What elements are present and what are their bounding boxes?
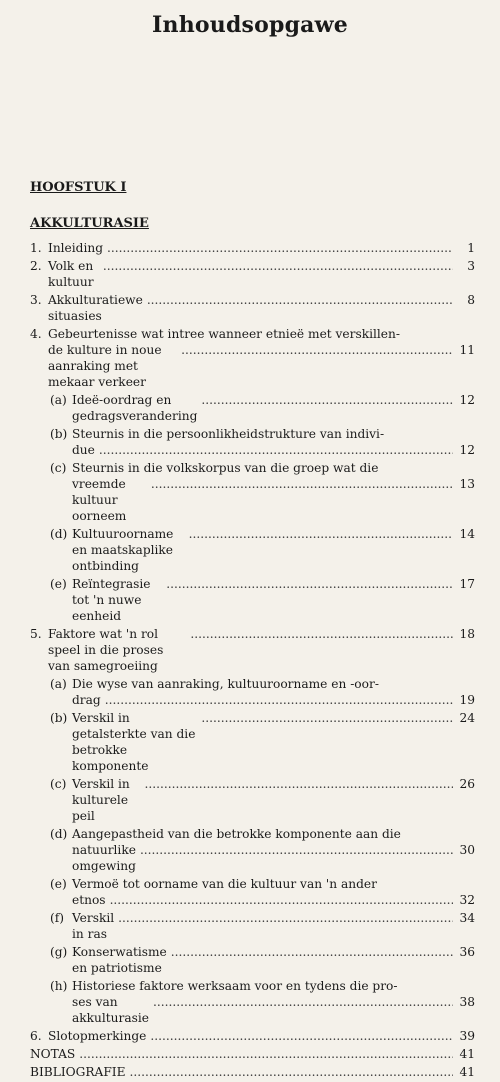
toc-page-number: 19 (459, 693, 475, 707)
toc-entry-text: Ideë-oordrag en gedragsverandering (72, 393, 198, 423)
toc-entry-text-continued: natuurlike omgewing (72, 843, 136, 873)
toc-entry (30, 326, 475, 390)
toc-entry (50, 460, 475, 524)
toc-dot-leader (147, 292, 453, 308)
toc-dot-leader (150, 1028, 453, 1044)
toc-entry (50, 826, 475, 874)
toc-entry-number: 2. (30, 259, 42, 273)
toc-entry-number: (e) (50, 577, 67, 591)
toc-dot-leader (201, 392, 453, 408)
toc-entry-number: 6. (30, 1029, 42, 1043)
toc-page-number: 14 (459, 527, 475, 541)
toc-page-number: 34 (459, 911, 475, 925)
toc-entry (30, 240, 475, 256)
toc-entry (50, 776, 475, 824)
toc-page-number: 11 (459, 343, 475, 357)
toc-entry-text: Verskil in ras (72, 911, 115, 941)
toc-entry (30, 1028, 475, 1044)
toc-entry-text: Gebeurtenisse wat intree wanneer etnieë met verskillen- (48, 327, 400, 341)
toc-entry (50, 392, 475, 424)
toc-entry (30, 1046, 475, 1062)
toc-dot-leader (99, 442, 453, 458)
toc-entry-number: 4. (30, 327, 42, 341)
toc-entry-number: 5. (30, 627, 42, 641)
toc-entry-text-continued: etnos (72, 893, 106, 907)
toc-entry-text: Verskil in kulturele peil (72, 777, 130, 823)
toc-dot-leader (144, 776, 453, 792)
toc-entry-text: Verskil in getalsterkte van die betrokke komponente (72, 711, 196, 773)
toc-page-number: 8 (467, 293, 475, 307)
toc-entry-number: (d) (50, 527, 68, 541)
toc-entry-text: BIBLIOGRAFIE (30, 1065, 126, 1079)
page-title: Inhoudsopgawe (152, 12, 348, 38)
toc-dot-leader (153, 994, 453, 1010)
toc-entry-text-continued: due (72, 443, 95, 457)
toc-entry (30, 626, 475, 674)
toc-dot-leader (107, 240, 453, 256)
toc-dot-leader (118, 910, 453, 926)
toc-entry-number: (c) (50, 461, 67, 475)
toc-page-number: 36 (459, 945, 475, 959)
toc-entry-text-continued: vreemde kultuur oorneem (72, 477, 127, 523)
chapter-heading: HOOFSTUK I (30, 180, 127, 195)
toc-dot-leader (181, 342, 453, 358)
toc-entry (50, 876, 475, 908)
toc-entry (50, 526, 475, 574)
toc-entry-text-continued: ses van akkulturasie (72, 995, 149, 1025)
table-of-contents (30, 240, 475, 1082)
toc-entry-text: Aangepastheid van die betrokke komponente aan die (72, 827, 401, 841)
toc-page-number: 32 (459, 893, 475, 907)
toc-entry-text-continued: drag (72, 693, 101, 707)
toc-dot-leader (189, 526, 453, 542)
toc-entry-number: (a) (50, 393, 67, 407)
toc-entry-text: Akkulturatiewe situasies (48, 293, 143, 323)
toc-entry (30, 258, 475, 290)
toc-page-number: 41 (459, 1047, 475, 1061)
toc-entry-text: Slotopmerkinge (48, 1029, 147, 1043)
toc-dot-leader (171, 944, 453, 960)
toc-entry-text: Kultuuroorname en maatskaplike ontbinding (72, 527, 174, 573)
toc-page-number: 18 (459, 627, 475, 641)
toc-page-number: 17 (459, 577, 475, 591)
toc-entry-text: Die wyse van aanraking, kultuuroorname en -oor- (72, 677, 379, 691)
toc-dot-leader (105, 692, 453, 708)
toc-dot-leader (110, 892, 453, 908)
toc-page-number: 1 (467, 241, 475, 255)
toc-entry-number: (e) (50, 877, 67, 891)
toc-entry-number: (d) (50, 827, 68, 841)
toc-entry-number: (c) (50, 777, 67, 791)
toc-page-number: 39 (459, 1029, 475, 1043)
toc-page-number: 24 (459, 711, 475, 725)
toc-dot-leader (166, 576, 453, 592)
toc-dot-leader (79, 1046, 453, 1062)
toc-page-number: 12 (459, 443, 475, 457)
toc-dot-leader (151, 476, 453, 492)
toc-entry (50, 426, 475, 458)
toc-entry-text: Volk en kultuur (48, 259, 94, 289)
toc-page-number: 26 (459, 777, 475, 791)
toc-entry-text-continued: de kulture in noue aanraking met mekaar verkeer (48, 343, 162, 389)
toc-entry (50, 710, 475, 774)
toc-page-number: 13 (459, 477, 475, 491)
toc-entry-number: 1. (30, 241, 42, 255)
toc-entry-number: (a) (50, 677, 67, 691)
toc-page-number: 3 (467, 259, 475, 273)
section-heading: AKKULTURASIE (30, 216, 149, 231)
toc-entry-text: Reïntegrasie tot 'n nuwe eenheid (72, 577, 151, 623)
toc-entry-text: Inleiding (48, 241, 104, 255)
toc-page-number: 41 (459, 1065, 475, 1079)
toc-entry (50, 978, 475, 1026)
toc-entry (50, 910, 475, 942)
toc-entry-text: Vermoë tot oorname van die kultuur van 'n ander (72, 877, 377, 891)
toc-entry-number: (f) (50, 911, 65, 925)
toc-dot-leader (140, 842, 453, 858)
toc-dot-leader (190, 626, 453, 642)
toc-dot-leader (201, 710, 453, 726)
toc-entry (50, 676, 475, 708)
toc-entry-text: Steurnis in die persoonlikheidstrukture van indivi- (72, 427, 385, 441)
toc-entry-number: 3. (30, 293, 42, 307)
toc-entry-text: Faktore wat 'n rol speel in die proses van samegroeiing (48, 627, 164, 673)
toc-page-number: 38 (459, 995, 475, 1009)
toc-entry-number: (b) (50, 427, 68, 441)
toc-entry-number: (b) (50, 711, 68, 725)
toc-dot-leader (103, 258, 453, 274)
toc-entry (50, 576, 475, 624)
toc-entry-number: (g) (50, 945, 68, 959)
toc-dot-leader (130, 1064, 453, 1080)
toc-entry-text: NOTAS (30, 1047, 76, 1061)
toc-entry-text: Historiese faktore werksaam voor en tydens die pro- (72, 979, 398, 993)
toc-entry-text: Steurnis in die volkskorpus van die groep wat die (72, 461, 379, 475)
toc-page-number: 12 (459, 393, 475, 407)
toc-entry-text: Konserwatisme en patriotisme (72, 945, 167, 975)
toc-entry-number: (h) (50, 979, 68, 993)
toc-entry (50, 944, 475, 976)
toc-entry (30, 1064, 475, 1080)
toc-page-number: 30 (459, 843, 475, 857)
toc-entry (30, 292, 475, 324)
